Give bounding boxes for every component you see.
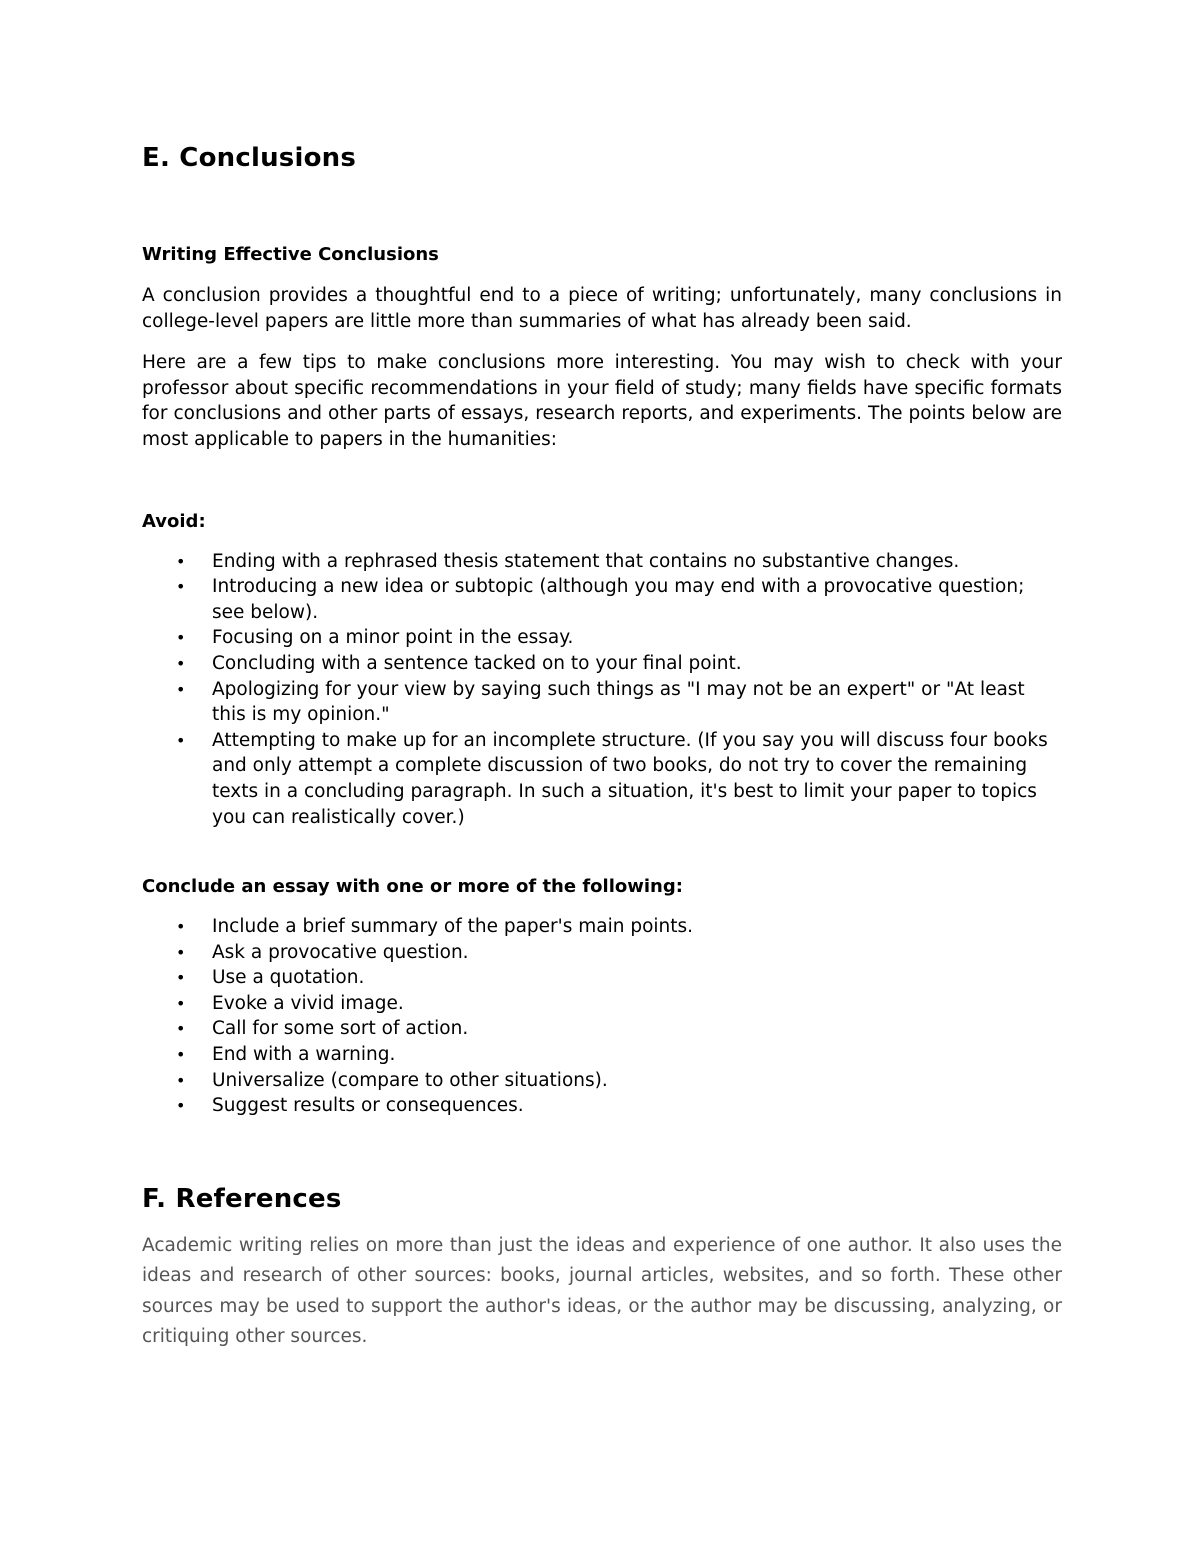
bullet-icon: • xyxy=(176,1045,186,1065)
bullet-icon: • xyxy=(176,1070,186,1090)
bullet-icon: • xyxy=(176,653,186,673)
list-item: • Use a quotation. xyxy=(142,965,1062,991)
list-item: • Concluding with a sentence tacked on to your final point. xyxy=(142,651,1062,677)
bullet-icon: • xyxy=(176,968,186,988)
list-item: • Ending with a rephrased thesis statement that contains no substantive changes. xyxy=(142,549,1062,575)
list-item: • Call for some sort of action. xyxy=(142,1016,1062,1042)
section-title-conclusions: E. Conclusions xyxy=(142,143,357,173)
bullet-icon: • xyxy=(176,551,186,571)
list-item: • Apologizing for your view by saying such things as "I may not be an expert" or "At least this is my opinion." xyxy=(176,678,1025,726)
list-item: • Evoke a vivid image. xyxy=(142,991,1062,1017)
subtitle-writing-effective-conclusions: Writing Effective Conclusions xyxy=(142,244,439,265)
list-item: • End with a warning. xyxy=(142,1042,1062,1068)
bullet-icon: • xyxy=(176,993,186,1013)
bullet-icon: • xyxy=(176,917,186,937)
references-paragraph: Academic writing relies on more than just the ideas and experience of one author. It also uses the ideas and research of other sources: books, journal articles, websites, and so forth. These other sources may be used to support the author's ideas, or the author may be discussing, analyzing, or critiquing other sources. xyxy=(142,1234,1062,1348)
bullet-icon: • xyxy=(176,942,186,962)
list-item: • Introducing a new idea or subtopic (although you may end with a provocative question; see below). xyxy=(176,576,1025,623)
bullet-icon: • xyxy=(176,730,186,750)
section-title-references: F. References xyxy=(142,1183,342,1214)
bullet-icon: • xyxy=(176,577,186,597)
list-item: • Universalize (compare to other situations). xyxy=(142,1068,1062,1094)
list-item: • Suggest results or consequences. xyxy=(142,1093,1062,1119)
avoid-list xyxy=(142,549,1062,831)
list-item: • Include a brief summary of the paper's main points. xyxy=(142,914,1062,940)
bullet-icon: • xyxy=(176,679,186,699)
intro-paragraph-2: Here are a few tips to make conclusions more interesting. You may wish to check with your professor about specific recommendations in your field of study; many fields have specific formats for conclusions and other parts of essays, research reports, and experiments. The points below are most applicable to papers in the humanities: xyxy=(142,352,1062,450)
list-item: • Attempting to make up for an incomplete structure. (If you say you will discuss four books and only attempt a complete discussion of two books, do not try to cover the remaining texts in a concluding paragraph. In such a situation, it's best to limit your paper to topics you can realistically cover.) xyxy=(176,729,1048,828)
bullet-icon: • xyxy=(176,1096,186,1116)
bullet-icon: • xyxy=(176,628,186,648)
document-page xyxy=(142,138,1062,1353)
list-item: • Ask a provocative question. xyxy=(142,940,1062,966)
conclude-heading: Conclude an essay with one or more of the following: xyxy=(142,876,683,898)
avoid-heading: Avoid: xyxy=(142,510,206,532)
bullet-icon: • xyxy=(176,1019,186,1039)
conclude-list xyxy=(142,914,1062,1119)
list-item: • Focusing on a minor point in the essay. xyxy=(142,625,1062,651)
intro-paragraph-1: A conclusion provides a thoughtful end to a piece of writing; unfortunately, many conclusions in college-level papers are little more than summaries of what has already been said. xyxy=(142,285,1062,332)
